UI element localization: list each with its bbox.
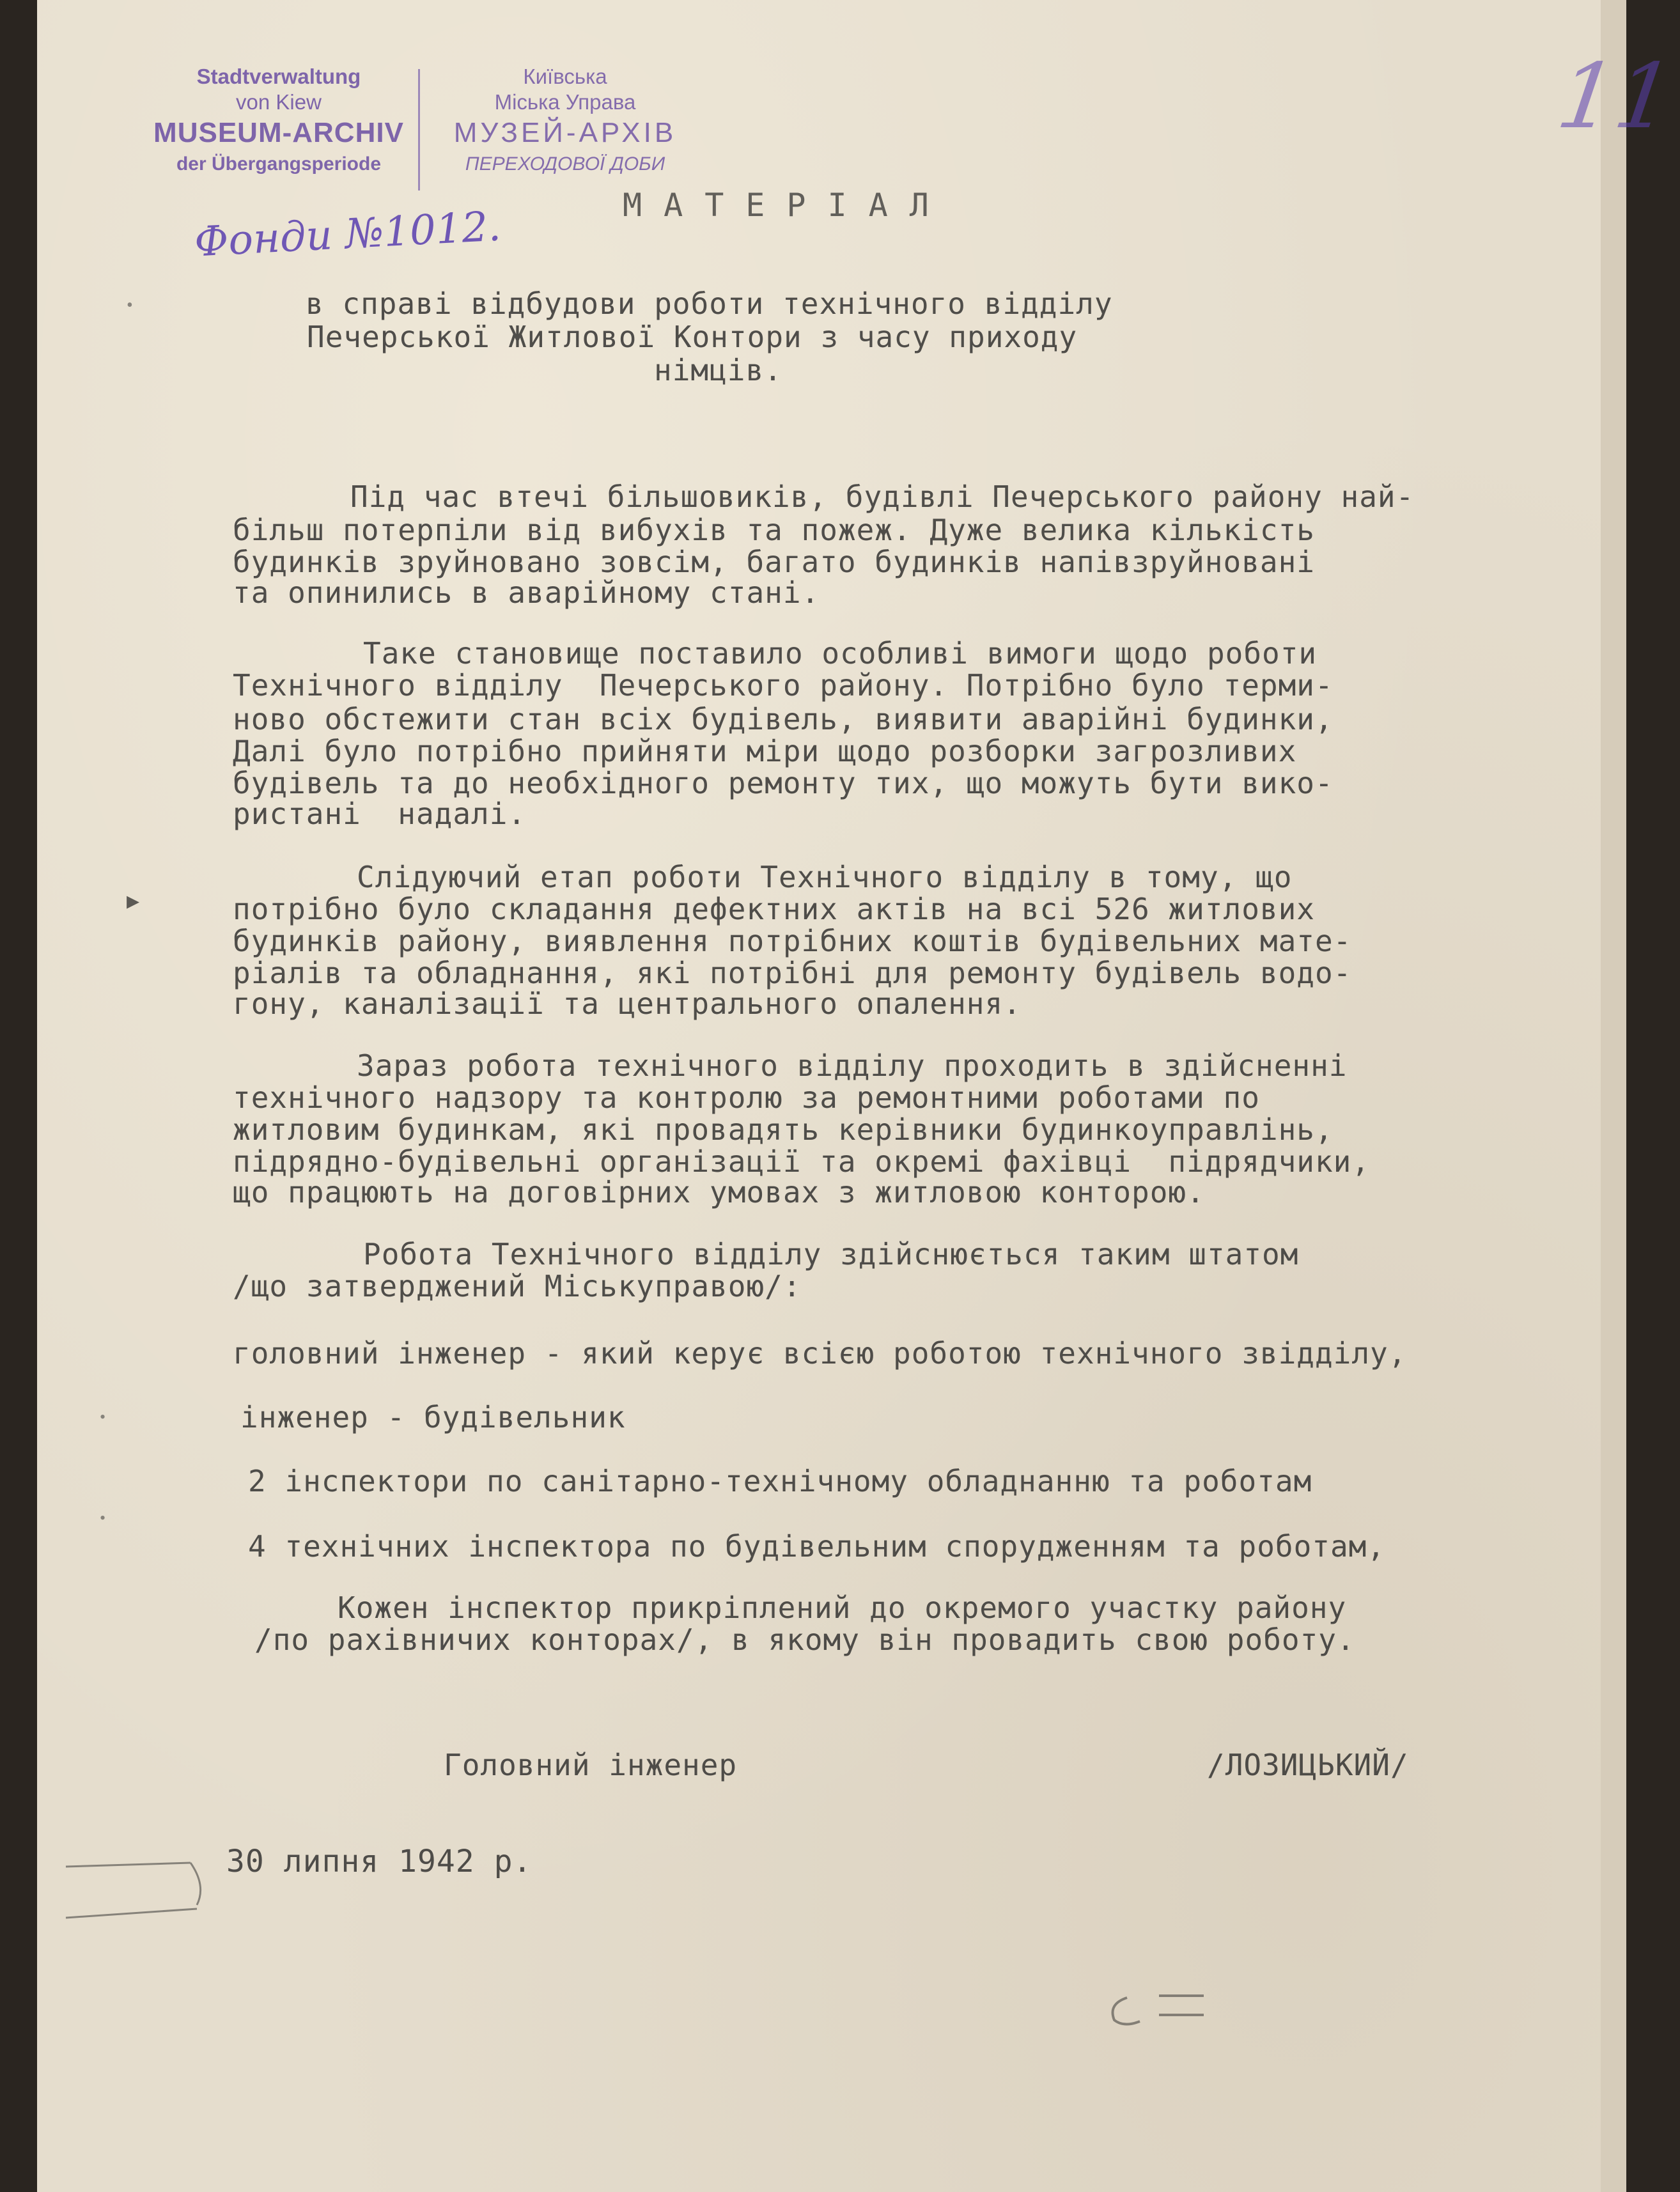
margin-tick: • <box>127 295 133 315</box>
stamp-ua-line3: МУЗЕЙ-АРХІВ <box>453 117 677 148</box>
paragraph-2-line: Таке становище поставило особливі вимоги щодо роботи <box>363 636 1318 671</box>
paragraph-1-line: Під час втечі більшовиків, будівлі Печерського району най- <box>350 479 1415 514</box>
staff-item: головний інженер - який керує всією роботою технічного звідділу, <box>233 1336 1407 1371</box>
paragraph-4-line: підрядно-будівельні організації та окремі фахівці підрядчики, <box>233 1144 1371 1179</box>
stamp-ua-line2: Міська Управа <box>494 90 636 114</box>
document-date: 30 липня 1942 р. <box>226 1844 533 1879</box>
paragraph-4-line: технічного надзору та контролю за ремонтними роботами по <box>233 1080 1260 1115</box>
paragraph-5-line: /що затверджений Міськуправою/: <box>233 1269 802 1303</box>
signature-name: /ЛОЗИЦЬКИЙ/ <box>1207 1748 1409 1782</box>
paragraph-4-line: Зараз робота технічного відділу проходить в здійсненні <box>357 1048 1348 1083</box>
page-edge <box>1601 0 1626 2192</box>
paragraph-1-line: та опинились в аварійному стані. <box>233 575 820 610</box>
staff-item: 4 технічних інспектора по будівельним спорудженням та роботам, <box>248 1529 1386 1564</box>
subtitle-line: в справі відбудови роботи технічного відділу <box>306 286 1113 321</box>
margin-tick: • <box>100 1509 106 1527</box>
staff-item: 2 інспектори по санітарно-технічному обладнанню та роботам <box>248 1464 1312 1498</box>
archive-stamp <box>144 64 720 198</box>
stamp-de-line3: MUSEUM-ARCHIV <box>153 117 404 148</box>
document-page <box>37 0 1680 2192</box>
fond-note: Фонди №1012. <box>193 203 502 267</box>
subtitle-line: Печерської Житлової Контори з часу приходу <box>307 320 1078 354</box>
stamp-ukrainian-block <box>424 64 706 178</box>
margin-tick: ▸ <box>127 886 140 915</box>
signature-title: Головний інженер <box>444 1748 738 1782</box>
paragraph-5-line: Робота Технічного відділу здійснюється таким штатом <box>363 1237 1299 1271</box>
subtitle-line: німців. <box>654 353 782 387</box>
paragraph-1-line: будинків зруйновано зовсім, багато будинків напівзруйновані <box>233 545 1315 579</box>
folio-number: 11 <box>1551 45 1680 149</box>
document-title: МАТЕРІАЛ <box>623 187 951 224</box>
stamp-ua-line4: ПЕРЕХОДОВОЇ ДОБИ <box>465 153 665 175</box>
paragraph-2-line: Технічного відділу Печерського району. Потрібно було терми- <box>233 668 1334 703</box>
bottom-handwritten-mark <box>1098 1982 1213 2042</box>
paragraph-2-line: Далі було потрібно прийняти міри щодо розборки загрозливих <box>233 734 1297 768</box>
stamp-de-line2: von Kiew <box>236 90 322 114</box>
paragraph-2-line: ристані надалі. <box>233 797 527 831</box>
paragraph-3-line: будинків району, виявлення потрібних коштів будівельних мате- <box>233 924 1352 958</box>
paragraph-6-line: /по рахівничих конторах/, в якому він провадить свою роботу. <box>254 1622 1355 1657</box>
paragraph-2-line: будівель та до необхідного ремонту тих, що можуть бути вико- <box>233 766 1334 800</box>
margin-scribble <box>63 1854 210 1927</box>
paragraph-1-line: більш потерпіли від вибухів та пожеж. Дуже велика кількість <box>233 513 1315 547</box>
paragraph-4-line: що працюють на договірних умовах з житловою конторою. <box>233 1175 1205 1209</box>
margin-tick: • <box>100 1408 106 1426</box>
stamp-divider <box>418 69 420 190</box>
stamp-de-line1: Stadtverwaltung <box>196 65 361 88</box>
stamp-ua-line1: Київська <box>523 65 607 88</box>
paragraph-3-line: потрібно було складання дефектних актів на всі 526 житлових <box>233 892 1315 926</box>
paragraph-3-line: Слідуючий етап роботи Технічного відділу в тому, що <box>357 860 1293 894</box>
paragraph-6-line: Кожен інспектор прикріплений до окремого участку району <box>338 1590 1347 1625</box>
staff-item: інженер - будівельник <box>240 1400 626 1434</box>
paragraph-4-line: житловим будинкам, які провадять керівники будинкоуправлінь, <box>233 1112 1334 1147</box>
stamp-de-line4: der Übergangsperiode <box>176 153 382 175</box>
paragraph-3-line: гону, каналізації та центрального опалення. <box>233 986 1022 1021</box>
paragraph-2-line: ново обстежити стан всіх будівель, виявити аварійні будинки, <box>233 702 1334 736</box>
paragraph-3-line: ріалів та обладнання, які потрібні для ремонту будівель водо- <box>233 956 1352 990</box>
stamp-german-block <box>144 64 413 178</box>
